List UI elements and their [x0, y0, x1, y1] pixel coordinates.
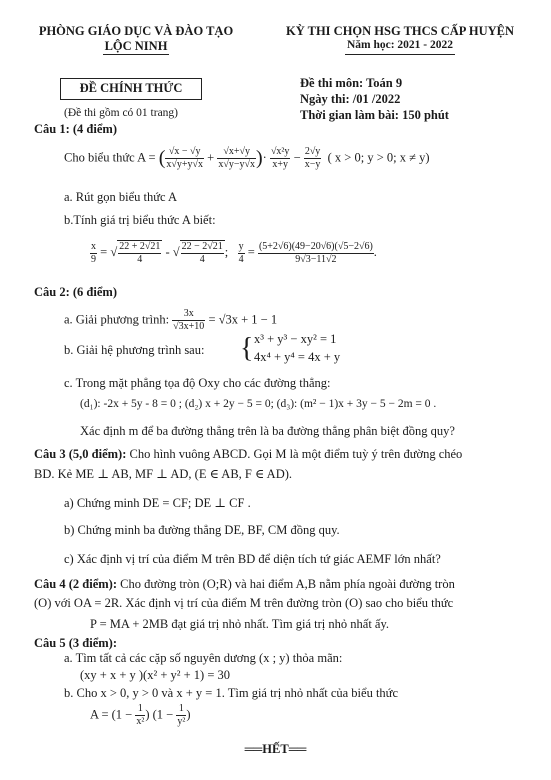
pages-note: (Đề thi gồm có 01 trang): [64, 107, 179, 119]
q2-system-eq2: 4x⁴ + y⁴ = 4x + y: [254, 350, 341, 364]
q1-frac1: $\frac{√x - √y}{x√y+y√x}$: [166, 146, 204, 170]
exam-duration: Thời gian làm bài: 150 phút: [300, 108, 449, 122]
q1-frac4: $\frac{2√y}{x-y}$: [304, 146, 321, 170]
exam-title: KỲ THI CHỌN HSG THCS CẤP HUYỆN: [285, 24, 515, 38]
q1-condition: ( x > 0; y > 0; x ≠ y): [327, 150, 430, 165]
exam-subject: Đề thi môn: Toán 9: [300, 76, 403, 90]
q1-intro: Cho biểu thức A =: [64, 150, 159, 165]
q1-part-a: a. Rút gọn biểu thức A: [64, 190, 178, 204]
q3-line2: BD. Kẻ ME ⊥ AB, MF ⊥ AD, (E ∈ AB, F ∈ AD).: [34, 467, 293, 481]
q3-part-a: a) Chứng minh DE = CF; DE ⊥ CF .: [64, 496, 251, 510]
q5-part-b: b. Cho x > 0, y > 0 và x + y = 1. Tìm giá trị nhỏ nhất của biểu thức: [64, 686, 399, 700]
school-year: Năm học: 2021 - 2022: [346, 39, 454, 51]
q4-line2: (O) với OA = 2R. Xác định vị trí của điểm M trên đường tròn (O) sao cho biểu thức: [34, 596, 454, 610]
district-name: LỘC NINH: [104, 39, 168, 53]
q3-part-b: b) Chứng minh ba đường thẳng DE, BF, CM đồng quy.: [64, 523, 340, 537]
q4-line1: Câu 4 (2 điểm): Cho đường tròn (O;R) và hai điểm A,B nằm phía ngoài đường tròn: [34, 577, 455, 591]
q1-part-b-values: $\frac{x}{9}$ = √ $\frac{22 + 2√21}{4}$ - √ $\frac{22 - 2√21}{4}$ ; $\frac{y}{4}$ = $\frac{(5+2√6)(49-20√6)(√5-2√6)}{9√3-11√2}$ .: [91, 240, 377, 265]
year-underline: [345, 54, 455, 55]
q3-title: Câu 3 (5,0 điểm):: [34, 447, 127, 461]
q2-task: Xác định m để ba đường thẳng trên là ba đường thẳng phân biệt đồng quy?: [80, 424, 455, 438]
exam-date: Ngày thi: /01 /2022: [300, 92, 401, 106]
end-marker: ══HẾT══: [244, 742, 307, 756]
q2-part-c: c. Trong mặt phẳng tọa độ Oxy cho các đường thẳng:: [64, 376, 331, 390]
q5-part-a-equation: (xy + x + y )(x² + y² + 1) = 30: [80, 668, 231, 682]
q1-frac3: $\frac{\text{√x²y}}{x+y}$: [270, 146, 290, 170]
q2-part-b: b. Giải hệ phương trình sau:: [64, 343, 205, 357]
q4-title: Câu 4 (2 điểm):: [34, 577, 117, 591]
official-label: ĐỀ CHÍNH THỨC: [79, 81, 183, 95]
q1-expression: Cho biểu thức A = ( $\frac{√x - √y}{x√y+y√x}$ + $\frac{√x+√y}{x√y-y√x}$ )· $\frac{\text{√x²y}}{x+y}$ − $\frac{2√y}{x-y}$ ( x > 0; y > 0; x ≠ y): [64, 146, 430, 170]
district-underline: [103, 54, 169, 55]
q2-system-eq1: x³ + y³ − xy² = 1: [254, 332, 337, 346]
q2-title: Câu 2: (6 điểm): [34, 285, 117, 299]
q5-part-b-expression: A = (1 − $\frac{1}{\text{x²}}$ ) (1 − $\frac{1}{\text{y²}}$ ): [90, 703, 191, 727]
q5-part-a: a. Tìm tất cả các cặp số nguyên dương (x ; y) thỏa mãn:: [64, 651, 343, 665]
q5-title: Câu 5 (3 điểm):: [34, 636, 117, 650]
q1-title: Câu 1: (4 điểm): [34, 122, 117, 136]
system-brace: {: [240, 333, 254, 364]
department-name: PHÒNG GIÁO DỤC VÀ ĐÀO TẠO: [38, 24, 234, 38]
q3-line1: Câu 3 (5,0 điểm): Cho hình vuông ABCD. Gọi M là một điểm tuỳ ý trên đường chéo: [34, 447, 463, 461]
q3-part-c: c) Xác định vị trí của điểm M trên BD để diện tích tứ giác AEMF lớn nhất?: [64, 552, 441, 566]
q4-line3: P = MA + 2MB đạt giá trị nhỏ nhất. Tìm giá trị nhỏ nhất ấy.: [90, 617, 390, 631]
q1-frac2: $\frac{√x+√y}{x√y-y√x}$: [218, 146, 255, 170]
q1-part-b: b.Tính giá trị biểu thức A biết:: [64, 213, 216, 227]
q2-part-a: a. Giải phương trình: $\frac{3x}{√3x+10}$ = √3x + 1 − 1: [64, 308, 278, 332]
q2-lines: (d₁): -2x + 5y - 8 = 0 ; (d₂) x + 2y − 5 = 0; (d₃): (m² − 1)x + 3y − 5 − 2m = 0 .: [80, 398, 437, 410]
